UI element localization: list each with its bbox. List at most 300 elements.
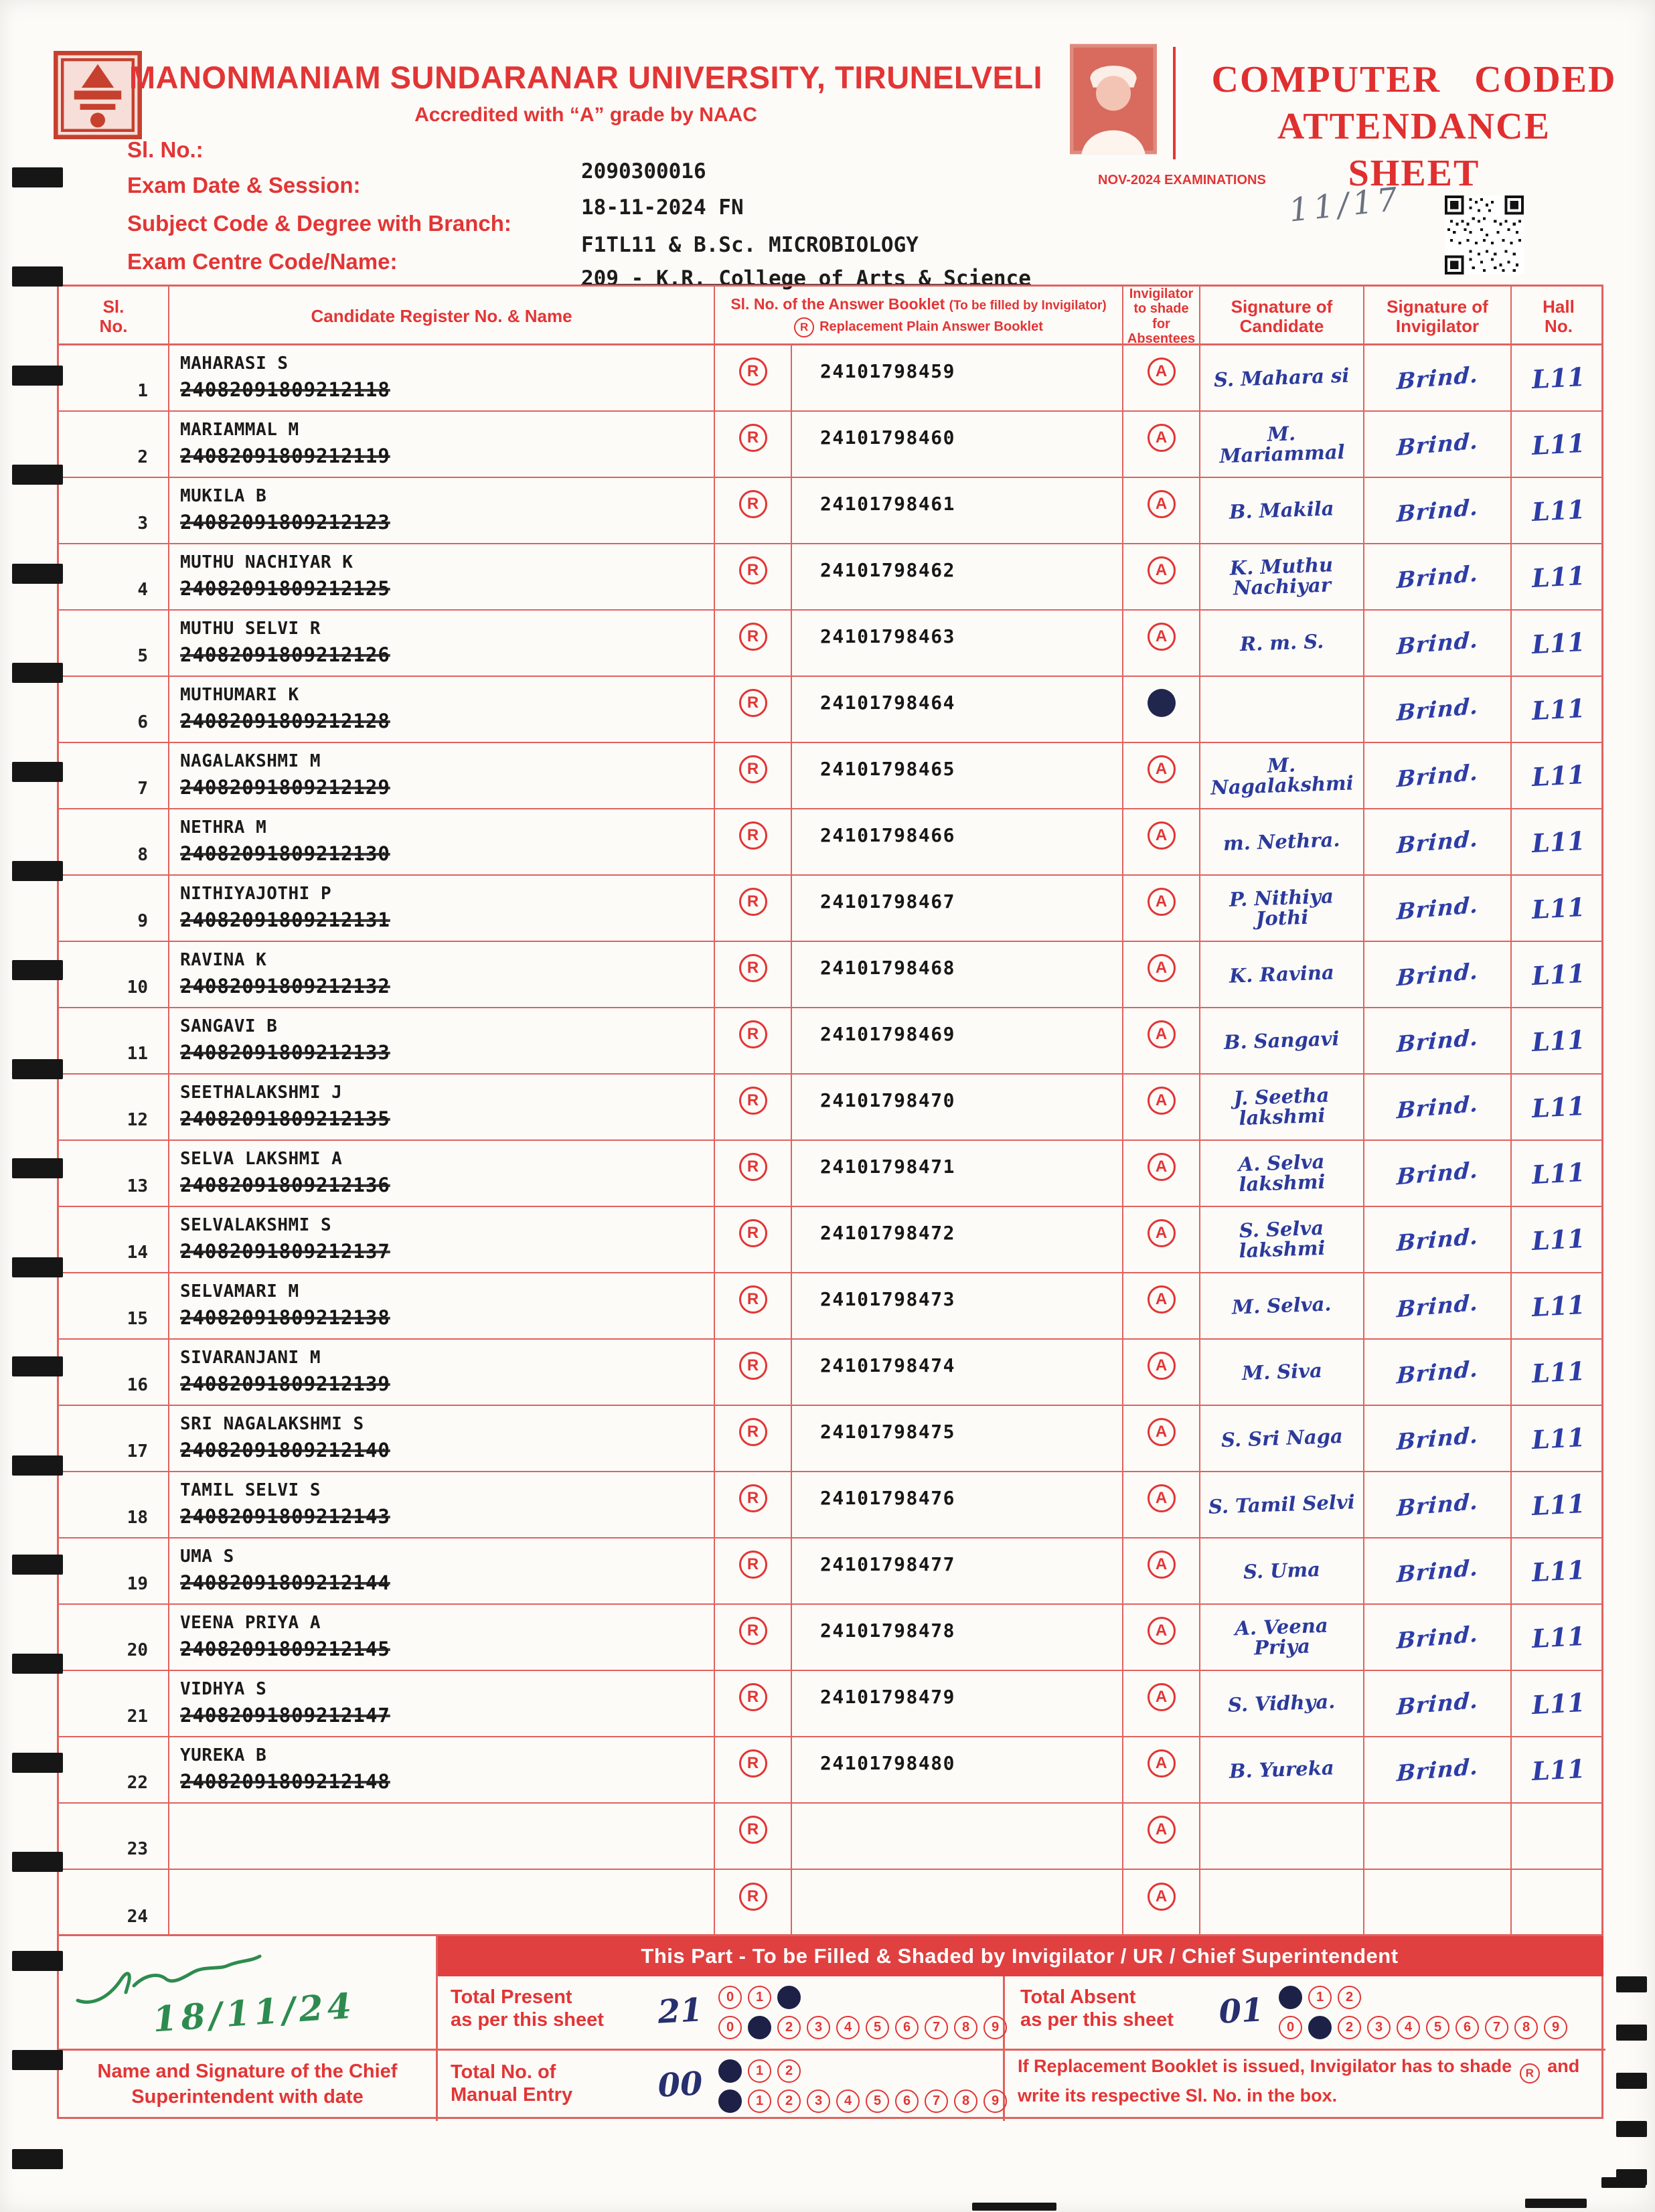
bubble-digit-0[interactable]: 0 xyxy=(718,1986,742,2009)
absentee-cell xyxy=(1123,876,1200,941)
candidate-signature-cell xyxy=(1200,544,1364,609)
booklet-number: 24101798463 xyxy=(820,625,955,647)
absent-circle-icon[interactable]: A xyxy=(1148,755,1176,783)
bubble-digit-8[interactable]: 8 xyxy=(1514,2016,1538,2039)
table-row xyxy=(59,1538,1601,1605)
replacement-circle-icon[interactable]: R xyxy=(739,1617,767,1645)
candidate-register-no: 24082091809212131 xyxy=(180,908,390,931)
replacement-cell xyxy=(715,544,792,609)
candidate-signature-cell xyxy=(1200,743,1364,808)
invigilator-signature-cell xyxy=(1364,1207,1512,1272)
invigilator-signature: Brind. xyxy=(1396,825,1479,859)
sl-no-label: Sl. No.: xyxy=(127,137,204,162)
bubble-digit-6[interactable]: 6 xyxy=(895,2089,919,2113)
replacement-cell xyxy=(715,1804,792,1869)
candidate-register-no: 24082091809212139 xyxy=(180,1372,390,1395)
absent-circle-icon[interactable]: A xyxy=(1148,954,1176,982)
invigilator-signature: Brind. xyxy=(1396,891,1479,925)
hall-no-cell xyxy=(1512,1075,1605,1139)
hall-number: L11 xyxy=(1531,361,1586,395)
invigilator-signature-cell xyxy=(1364,809,1512,874)
header-divider xyxy=(1173,47,1176,159)
replacement-circle-icon[interactable]: R xyxy=(739,1683,767,1711)
candidate-register-no: 24082091809212129 xyxy=(180,776,390,799)
invigilator-signature: Brind. xyxy=(1396,957,1479,992)
attendance-table xyxy=(57,285,1603,1938)
absentee-cell xyxy=(1123,743,1200,808)
bubble-digit-9[interactable]: 9 xyxy=(983,2016,1007,2039)
replacement-circle-icon[interactable]: R xyxy=(739,888,767,916)
replacement-circle-icon[interactable]: R xyxy=(739,954,767,982)
replacement-circle-icon[interactable]: R xyxy=(739,490,767,518)
booklet-number: 24101798474 xyxy=(820,1354,955,1376)
candidate-name: VIDHYA S xyxy=(180,1679,267,1699)
absent-circle-icon[interactable]: A xyxy=(1148,358,1176,386)
bubble-digit-1[interactable]: 1 xyxy=(748,1986,771,2009)
booklet-cell xyxy=(792,809,1123,874)
invigilator-signature-cell xyxy=(1364,345,1512,410)
bubble-digit-4[interactable]: 4 xyxy=(1397,2016,1420,2039)
absent-circle-icon[interactable]: A xyxy=(1148,1551,1176,1579)
absentee-cell xyxy=(1123,1538,1200,1603)
table-row xyxy=(59,1273,1601,1340)
replacement-circle-icon[interactable]: R xyxy=(739,1749,767,1778)
replacement-cell xyxy=(715,1737,792,1802)
bubble-digit-8[interactable]: 8 xyxy=(954,2016,977,2039)
replacement-cell xyxy=(715,611,792,676)
hall-number: L11 xyxy=(1531,560,1586,594)
timing-mark xyxy=(12,960,63,980)
bubble-filled[interactable] xyxy=(1308,2016,1332,2039)
col-header-absentee: Invigilator to shade for Absentees xyxy=(1123,287,1200,347)
invigilator-signature-cell xyxy=(1364,1340,1512,1405)
replacement-circle-icon[interactable]: R xyxy=(739,1484,767,1512)
bubble-digit-3[interactable]: 3 xyxy=(1367,2016,1391,2039)
row-number: 2 xyxy=(59,412,169,477)
hall-no-cell xyxy=(1512,876,1605,941)
bubble-digit-3[interactable]: 3 xyxy=(807,2089,830,2113)
absent-circle-icon[interactable]: A xyxy=(1148,1749,1176,1778)
timing-mark xyxy=(1601,2177,1646,2188)
booklet-number: 24101798462 xyxy=(820,559,955,581)
replacement-circle-icon[interactable]: R xyxy=(739,821,767,850)
replacement-cell xyxy=(715,1605,792,1670)
candidate-signature: M. Nagalakshmi xyxy=(1210,753,1354,799)
manual-entry-bubbles xyxy=(718,2051,1003,2121)
booklet-number: 24101798475 xyxy=(820,1421,955,1443)
candidate-register-no: 24082091809212126 xyxy=(180,643,390,666)
absent-circle-icon[interactable]: A xyxy=(1148,1683,1176,1711)
absentee-cell xyxy=(1123,1472,1200,1537)
portrait-photo xyxy=(1070,43,1157,155)
bubble-digit-4[interactable]: 4 xyxy=(836,2016,860,2039)
table-row xyxy=(59,809,1601,876)
sheet-title-line2: ATTENDANCE SHEET xyxy=(1277,106,1551,194)
booklet-cell xyxy=(792,1075,1123,1139)
candidate-register-no: 24082091809212137 xyxy=(180,1240,390,1263)
chief-signature-box xyxy=(59,1936,436,2049)
absent-circle-icon[interactable]: A xyxy=(1148,490,1176,518)
replacement-cell xyxy=(715,1008,792,1073)
absent-circle-icon[interactable]: A xyxy=(1148,1484,1176,1512)
bubble-digit-7[interactable]: 7 xyxy=(925,2089,948,2113)
bubble-digit-1[interactable]: 1 xyxy=(748,2059,771,2083)
absent-circle-icon[interactable]: A xyxy=(1148,1352,1176,1380)
invigilator-signature: Brind. xyxy=(1396,1024,1479,1058)
candidate-signature-cell xyxy=(1200,1207,1364,1272)
table-header-row xyxy=(59,287,1601,345)
table-row xyxy=(59,677,1601,743)
hall-number: L11 xyxy=(1531,1753,1586,1787)
handwritten-page-number: 11/17 xyxy=(1287,180,1403,230)
candidate-signature: B. Sangavi xyxy=(1223,1026,1340,1054)
bubble-filled[interactable] xyxy=(718,2089,742,2113)
row-number: 4 xyxy=(59,544,169,609)
booklet-number: 24101798464 xyxy=(820,692,955,714)
invigilator-signature: Brind. xyxy=(1396,427,1479,461)
candidate-signature-cell xyxy=(1200,1870,1364,1936)
invigilator-signature: Brind. xyxy=(1396,1620,1479,1654)
replacement-circle-icon[interactable]: R xyxy=(739,1883,767,1911)
replacement-circle-icon[interactable]: R xyxy=(739,1551,767,1579)
table-row xyxy=(59,1870,1601,1936)
bubble-digit-9[interactable]: 9 xyxy=(1544,2016,1567,2039)
bubble-digit-4[interactable]: 4 xyxy=(836,2089,860,2113)
absentee-cell xyxy=(1123,1804,1200,1869)
bubble-digit-5[interactable]: 5 xyxy=(866,2016,889,2039)
absent-circle-icon[interactable]: A xyxy=(1148,1883,1176,1911)
candidate-name: VEENA PRIYA A xyxy=(180,1613,321,1633)
total-present-label: Total Present as per this sheet xyxy=(451,1986,604,2031)
candidate-register-no: 24082091809212140 xyxy=(180,1439,390,1462)
booklet-cell xyxy=(792,1406,1123,1471)
candidate-cell xyxy=(169,345,715,410)
invigilator-signature-cell xyxy=(1364,611,1512,676)
absentee-cell xyxy=(1123,611,1200,676)
absent-circle-icon[interactable]: A xyxy=(1148,888,1176,916)
replacement-cell xyxy=(715,345,792,410)
absentee-cell xyxy=(1123,412,1200,477)
candidate-signature-cell xyxy=(1200,611,1364,676)
replacement-circle-icon[interactable]: R xyxy=(739,623,767,651)
candidate-cell xyxy=(169,1406,715,1471)
candidate-register-no: 24082091809212135 xyxy=(180,1107,390,1130)
candidate-signature: S. Tamil Selvi xyxy=(1208,1490,1356,1518)
invigilator-signature: Brind. xyxy=(1396,361,1479,395)
hall-no-cell xyxy=(1512,544,1605,609)
table-row xyxy=(59,942,1601,1008)
hall-no-cell xyxy=(1512,1008,1605,1073)
candidate-name: SELVA LAKSHMI A xyxy=(180,1149,343,1169)
bubble-digit-9[interactable]: 9 xyxy=(983,2089,1007,2113)
absent-circle-icon[interactable]: A xyxy=(1148,1153,1176,1181)
candidate-signature-cell xyxy=(1200,1804,1364,1869)
replacement-circle-icon[interactable]: R xyxy=(739,1087,767,1115)
hall-no-cell xyxy=(1512,611,1605,676)
invigilator-signature: Brind. xyxy=(1396,1686,1479,1721)
hall-number: L11 xyxy=(1531,427,1586,461)
invigilator-signature: Brind. xyxy=(1396,1421,1479,1455)
candidate-name: MUKILA B xyxy=(180,486,267,506)
row-number: 10 xyxy=(59,942,169,1007)
timing-mark xyxy=(12,167,63,187)
absent-circle-icon[interactable]: A xyxy=(1148,1816,1176,1844)
candidate-signature-cell xyxy=(1200,1340,1364,1405)
replacement-circle-icon[interactable]: R xyxy=(739,1219,767,1247)
candidate-signature-cell xyxy=(1200,1075,1364,1139)
row-number: 23 xyxy=(59,1804,169,1869)
timing-mark xyxy=(12,663,63,683)
invigilator-signature-cell xyxy=(1364,1075,1512,1139)
row-number: 16 xyxy=(59,1340,169,1405)
candidate-name: MUTHU SELVI R xyxy=(180,619,321,639)
row-number: 14 xyxy=(59,1207,169,1272)
bubble-digit-7[interactable]: 7 xyxy=(1485,2016,1508,2039)
candidate-name: SRI NAGALAKSHMI S xyxy=(180,1414,364,1434)
bubble-digit-5[interactable]: 5 xyxy=(866,2089,889,2113)
chief-signature-date: 18/11/24 xyxy=(151,1985,357,2041)
hall-no-cell xyxy=(1512,942,1605,1007)
invigilator-signature-cell xyxy=(1364,1870,1512,1936)
bubble-filled[interactable] xyxy=(748,2016,771,2039)
candidate-signature-cell xyxy=(1200,876,1364,941)
candidate-name: SANGAVI B xyxy=(180,1016,278,1036)
hall-number: L11 xyxy=(1531,1686,1586,1721)
timing-mark xyxy=(12,366,63,386)
bubble-digit-8[interactable]: 8 xyxy=(954,2089,977,2113)
hall-number: L11 xyxy=(1531,891,1586,925)
sheet-title-line1: COMPUTER CODED xyxy=(1211,59,1617,100)
invigilator-signature-cell xyxy=(1364,677,1512,742)
replacement-circle-icon[interactable]: R xyxy=(739,1352,767,1380)
booklet-number: 24101798478 xyxy=(820,1620,955,1642)
hall-no-cell xyxy=(1512,1340,1605,1405)
booklet-number: 24101798469 xyxy=(820,1023,955,1045)
timing-mark xyxy=(12,1951,63,1971)
replacement-cell xyxy=(715,1141,792,1206)
bubble-digit-7[interactable]: 7 xyxy=(925,2016,948,2039)
absent-circle-icon[interactable]: A xyxy=(1148,623,1176,651)
absentee-cell xyxy=(1123,809,1200,874)
bubble-digit-6[interactable]: 6 xyxy=(1455,2016,1479,2039)
absent-circle-icon[interactable]: A xyxy=(1148,1087,1176,1115)
timing-mark xyxy=(12,1059,63,1079)
bubble-digit-1[interactable]: 1 xyxy=(1308,1986,1332,2009)
candidate-signature: M. Siva xyxy=(1241,1358,1322,1385)
booklet-number: 24101798465 xyxy=(820,758,955,780)
booklet-number: 24101798476 xyxy=(820,1487,955,1509)
replacement-cell xyxy=(715,677,792,742)
table-row xyxy=(59,345,1601,412)
absentee-cell xyxy=(1123,1075,1200,1139)
replacement-circle-icon[interactable]: R xyxy=(739,755,767,783)
candidate-register-no: 24082091809212125 xyxy=(180,577,390,600)
replacement-circle-icon[interactable]: R xyxy=(739,689,767,717)
hall-number: L11 xyxy=(1531,493,1586,528)
candidate-register-no: 24082091809212145 xyxy=(180,1638,390,1660)
bubble-digit-2[interactable]: 2 xyxy=(1338,2016,1361,2039)
hall-number: L11 xyxy=(1531,1620,1586,1654)
candidate-signature-cell xyxy=(1200,1273,1364,1338)
exam-session-note: NOV-2024 EXAMINATIONS xyxy=(1098,173,1266,187)
invigilator-signature-cell xyxy=(1364,743,1512,808)
invigilator-signature-cell xyxy=(1364,1008,1512,1073)
chief-superintendent-label: Name and Signature of the Chief Superintendent with date xyxy=(97,2061,398,2108)
replacement-circle-icon[interactable]: R xyxy=(739,1285,767,1314)
candidate-signature: S. Selva lakshmi xyxy=(1238,1216,1326,1262)
candidate-signature: m. Nethra. xyxy=(1223,827,1341,855)
bubble-digit-2[interactable]: 2 xyxy=(777,2016,801,2039)
bubble-filled[interactable] xyxy=(1279,1986,1302,2009)
absent-circle-icon[interactable]: A xyxy=(1148,556,1176,584)
manual-entry-label: Total No. of Manual Entry xyxy=(451,2061,573,2106)
absent-circle-icon[interactable]: A xyxy=(1148,821,1176,850)
replacement-cell xyxy=(715,1207,792,1272)
table-row xyxy=(59,1406,1601,1472)
subject-value: F1TL11 & B.Sc. MICROBIOLOGY xyxy=(581,233,919,257)
timing-mark xyxy=(12,861,63,881)
col-header-signature-candidate: Signature of Candidate xyxy=(1200,287,1364,347)
row-number: 24 xyxy=(59,1870,169,1936)
absentee-cell xyxy=(1123,1340,1200,1405)
total-absent-written[interactable]: 01 xyxy=(1218,1991,1265,2031)
absent-circle-icon[interactable]: A xyxy=(1148,1285,1176,1314)
hall-number: L11 xyxy=(1531,1090,1586,1124)
candidate-name: MUTHU NACHIYAR K xyxy=(180,552,353,572)
replacement-circle-icon[interactable]: R xyxy=(739,424,767,452)
candidate-cell xyxy=(169,1008,715,1073)
replacement-circle-icon[interactable]: R xyxy=(739,1816,767,1844)
booklet-cell xyxy=(792,743,1123,808)
table-row xyxy=(59,1671,1601,1737)
invigilator-signature: Brind. xyxy=(1396,493,1479,528)
booklet-cell xyxy=(792,1141,1123,1206)
absent-circle-icon[interactable]: A xyxy=(1148,424,1176,452)
timing-mark xyxy=(12,1455,63,1476)
candidate-signature: M. Mariammal xyxy=(1218,422,1346,467)
replacement-circle-icon[interactable]: R xyxy=(739,556,767,584)
absent-circle-icon[interactable]: A xyxy=(1148,1020,1176,1048)
replacement-circle-icon[interactable]: R xyxy=(739,1020,767,1048)
candidate-signature: M. Selva. xyxy=(1231,1292,1332,1319)
invigilator-signature: Brind. xyxy=(1396,692,1479,726)
bubble-digit-5[interactable]: 5 xyxy=(1426,2016,1449,2039)
replacement-cell xyxy=(715,942,792,1007)
replacement-cell xyxy=(715,478,792,543)
bubble-digit-3[interactable]: 3 xyxy=(807,2016,830,2039)
absentee-cell xyxy=(1123,1870,1200,1936)
absentee-cell xyxy=(1123,478,1200,543)
hall-number: L11 xyxy=(1531,825,1586,859)
absent-circle-icon[interactable]: A xyxy=(1148,1219,1176,1247)
row-number: 3 xyxy=(59,478,169,543)
hall-number: L11 xyxy=(1531,1289,1586,1323)
invigilator-signature: Brind. xyxy=(1396,1753,1479,1787)
absent-circle-icon[interactable]: A xyxy=(1148,1617,1176,1645)
booklet-cell xyxy=(792,1472,1123,1537)
invigilator-signature: Brind. xyxy=(1396,1554,1479,1588)
timing-mark xyxy=(972,2203,1056,2211)
hall-no-cell xyxy=(1512,1273,1605,1338)
bubble-digit-2[interactable]: 2 xyxy=(1338,1986,1361,2009)
row-number: 13 xyxy=(59,1141,169,1206)
invigilator-signature-cell xyxy=(1364,478,1512,543)
col-header-candidate: Candidate Register No. & Name xyxy=(169,287,715,347)
candidate-cell xyxy=(169,478,715,543)
table-row xyxy=(59,1340,1601,1406)
candidate-signature: K. Ravina xyxy=(1229,960,1335,988)
booklet-number: 24101798468 xyxy=(820,957,955,979)
candidate-cell xyxy=(169,809,715,874)
hall-no-cell xyxy=(1512,1870,1605,1936)
absent-shaded-bubble[interactable] xyxy=(1148,689,1176,717)
hall-number: L11 xyxy=(1531,957,1586,992)
footer-banner: This Part - To be Filled & Shaded by Invigilator / UR / Chief Superintendent xyxy=(436,1936,1603,1976)
absentee-cell xyxy=(1123,544,1200,609)
table-row xyxy=(59,478,1601,544)
invigilator-signature: Brind. xyxy=(1396,1156,1479,1190)
booklet-cell xyxy=(792,1340,1123,1405)
bubble-digit-2[interactable]: 2 xyxy=(777,2059,801,2083)
candidate-cell xyxy=(169,876,715,941)
row-number: 19 xyxy=(59,1538,169,1603)
hall-no-cell xyxy=(1512,743,1605,808)
candidate-register-no: 24082091809212136 xyxy=(180,1174,390,1196)
replacement-circle-icon[interactable]: R xyxy=(739,1418,767,1446)
invigilator-signature-cell xyxy=(1364,1472,1512,1537)
candidate-signature: B. Makila xyxy=(1229,496,1335,524)
bubble-filled[interactable] xyxy=(718,2059,742,2083)
candidate-register-no: 24082091809212118 xyxy=(180,378,390,401)
invigilator-signature: Brind. xyxy=(1396,1222,1479,1257)
bubble-digit-2[interactable]: 2 xyxy=(777,2089,801,2113)
timing-mark xyxy=(12,266,63,287)
absent-circle-icon[interactable]: A xyxy=(1148,1418,1176,1446)
candidate-signature: R. m. S. xyxy=(1239,629,1324,655)
booklet-cell xyxy=(792,1737,1123,1802)
candidate-register-no: 24082091809212147 xyxy=(180,1704,390,1727)
timing-mark xyxy=(12,564,63,584)
bubble-digit-6[interactable]: 6 xyxy=(895,2016,919,2039)
replacement-circle-icon[interactable]: R xyxy=(739,1153,767,1181)
candidate-signature: B. Yureka xyxy=(1229,1755,1335,1783)
row-number: 18 xyxy=(59,1472,169,1537)
invigilator-signature-cell xyxy=(1364,1737,1512,1802)
manual-entry-written[interactable]: 00 xyxy=(657,2065,704,2105)
timing-mark xyxy=(12,2050,63,2070)
candidate-cell xyxy=(169,1804,715,1869)
booklet-number: 24101798467 xyxy=(820,890,955,913)
replacement-note: If Replacement Booklet is issued, Invigilator has to shade R and write its respective Sl. No. in the box. xyxy=(1018,2056,1580,2106)
total-present-written[interactable]: 21 xyxy=(657,1991,704,2031)
replacement-cell xyxy=(715,1538,792,1603)
timing-mark xyxy=(1616,1976,1647,1992)
bubble-filled[interactable] xyxy=(777,1986,801,2009)
footer-section xyxy=(57,1934,1603,2119)
bubble-digit-0[interactable]: 0 xyxy=(1279,2016,1302,2039)
bubble-digit-0[interactable]: 0 xyxy=(718,2016,742,2039)
candidate-signature-cell xyxy=(1200,1605,1364,1670)
candidate-name: SELVALAKSHMI S xyxy=(180,1215,332,1235)
bubble-digit-1[interactable]: 1 xyxy=(748,2089,771,2113)
replacement-circle-icon[interactable]: R xyxy=(739,358,767,386)
row-number: 9 xyxy=(59,876,169,941)
candidate-signature-cell xyxy=(1200,1671,1364,1736)
qr-code xyxy=(1445,195,1524,274)
booklet-cell xyxy=(792,1273,1123,1338)
absentee-cell xyxy=(1123,1737,1200,1802)
candidate-name: MARIAMMAL M xyxy=(180,420,299,440)
